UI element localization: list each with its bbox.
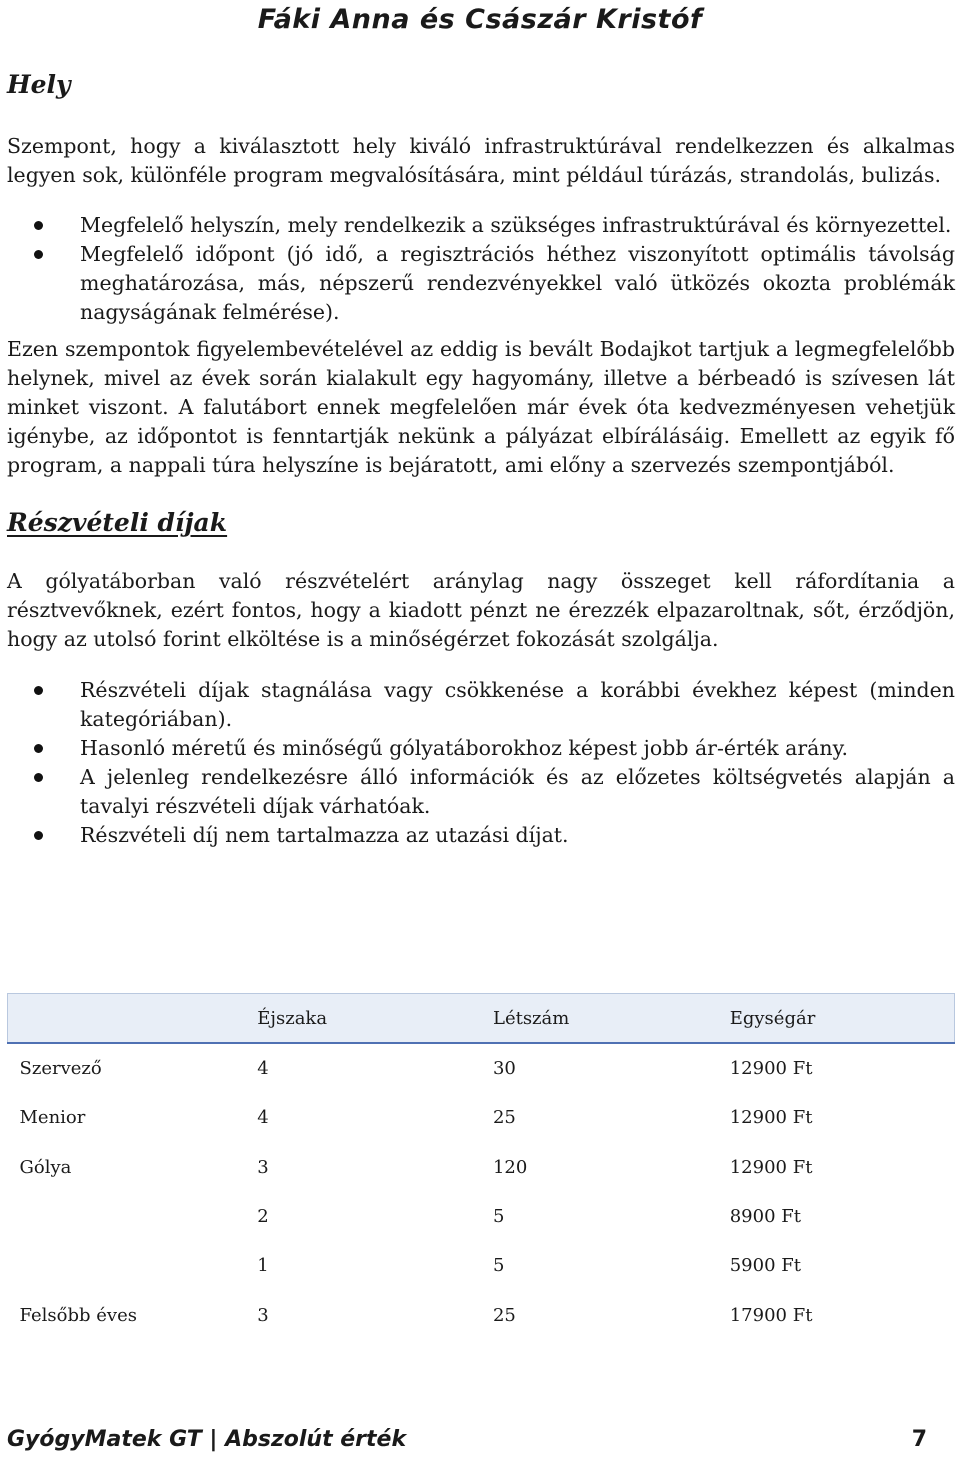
table-cell: 17900 Ft [718, 1290, 955, 1339]
table-cell: 1 [245, 1241, 481, 1290]
fee-table-container [7, 993, 955, 1340]
table-cell: 2 [245, 1192, 481, 1241]
table-cell: 5 [481, 1241, 718, 1290]
table-header-cell: Éjszaka [245, 994, 481, 1044]
table-row [8, 1290, 955, 1339]
list-item [7, 734, 955, 763]
list-item-text: Részvételi díj nem tartalmazza az utazási díjat. [80, 823, 569, 847]
table-cell: 12900 Ft [718, 1093, 955, 1142]
document-body [7, 56, 955, 850]
table-cell: 30 [481, 1043, 718, 1093]
fee-table [7, 993, 955, 1340]
hely-intro-paragraph: Szempont, hogy a kiválasztott hely kiváló infrastruktúrával rendelkezzen és alkalmas legyen sok, különféle program megvalósítására, mint például túrázás, strandolás, bulizás. [7, 134, 955, 187]
table-row [8, 1043, 955, 1093]
dijak-bullet-list [7, 676, 955, 850]
table-header-cell: Egységár [718, 994, 955, 1044]
table-cell: 120 [481, 1143, 718, 1192]
page-number: 7 [911, 1427, 927, 1452]
table-cell: Menior [8, 1093, 246, 1142]
page-footer [7, 1424, 927, 1456]
section-title-hely: Hely [7, 70, 71, 99]
bullet-dot-icon [34, 686, 43, 695]
bullet-dot-icon [34, 744, 43, 753]
table-cell: 12900 Ft [718, 1143, 955, 1192]
table-cell: 12900 Ft [718, 1043, 955, 1093]
table-cell: Gólya [8, 1143, 246, 1192]
table-cell: 5900 Ft [718, 1241, 955, 1290]
section-title-reszveteli-dijak: Részvételi díjak [7, 508, 228, 537]
table-cell: 8900 Ft [718, 1192, 955, 1241]
table-cell: 25 [481, 1093, 718, 1142]
page-header-authors: Fáki Anna és Császár Kristóf [257, 4, 703, 35]
bullet-dot-icon [34, 221, 43, 230]
table-cell: Felsőbb éves [8, 1290, 246, 1339]
table-cell: 3 [245, 1143, 481, 1192]
list-item-text: Megfelelő időpont (jó idő, a regisztrációs héthez viszonyított optimális távolság meghatározása, más, népszerű rendezvényekkel való ütközés okozta problémák nagyságának felmérése). [80, 242, 955, 324]
footer-title: GyógyMatek GT | Abszolút érték [7, 1427, 407, 1452]
bullet-dot-icon [34, 250, 43, 259]
bullet-dot-icon [34, 831, 43, 840]
table-cell [8, 1192, 246, 1241]
hely-body-paragraph: Ezen szempontok figyelembevételével az eddig is bevált Bodajkot tartjuk a legmegfelelőbb helynek, mivel az évek során kialakult egy hagyomány, illetve a bérbeadó is szívesen lát minket viszont. A falutábort ennek megfelelően már évek óta kedvezményesen vehetjük igénybe, az időpontot is fenntartják nekünk a pályázat elbírálásáig. Emellett az egyik fő program, a nappali túra helyszíne is bejáratott, ami előny a szervezés szempontjából. [7, 337, 955, 477]
table-cell: 25 [481, 1290, 718, 1339]
table-row [8, 1241, 955, 1290]
list-item-text: A jelenleg rendelkezésre álló információk és az előzetes költségvetés alapján a tavalyi részvételi díjak várhatóak. [80, 765, 955, 818]
table-row [8, 1143, 955, 1192]
list-item [7, 240, 955, 327]
table-cell: Szervező [8, 1043, 246, 1093]
table-row [8, 1192, 955, 1241]
table-header-row [8, 994, 955, 1044]
table-header-cell: Létszám [481, 994, 718, 1044]
hely-bullet-list [7, 211, 955, 327]
list-item [7, 211, 955, 240]
table-cell: 4 [245, 1093, 481, 1142]
list-item [7, 821, 955, 850]
table-cell: 5 [481, 1192, 718, 1241]
table-row [8, 1093, 955, 1142]
table-cell [8, 1241, 246, 1290]
table-cell: 4 [245, 1043, 481, 1093]
table-cell: 3 [245, 1290, 481, 1339]
dijak-intro-paragraph: A gólyatáborban való részvételért aránylag nagy összeget kell ráfordítania a résztvevőknek, ezért fontos, hogy a kiadott pénzt ne érezzék elpazaroltnak, sőt, érződjön, hogy az utolsó forint elköltése is a minőségérzet fokozását szolgálja. [7, 569, 955, 651]
bullet-dot-icon [34, 773, 43, 782]
table-header-cell [8, 994, 246, 1044]
list-item [7, 763, 955, 821]
list-item [7, 676, 955, 734]
list-item-text: Megfelelő helyszín, mely rendelkezik a szükséges infrastruktúrával és környezettel. [80, 213, 952, 237]
list-item-text: Részvételi díjak stagnálása vagy csökkenése a korábbi évekhez képest (minden kategóriában). [80, 678, 955, 731]
list-item-text: Hasonló méretű és minőségű gólyatáborokhoz képest jobb ár-érték arány. [80, 736, 848, 760]
